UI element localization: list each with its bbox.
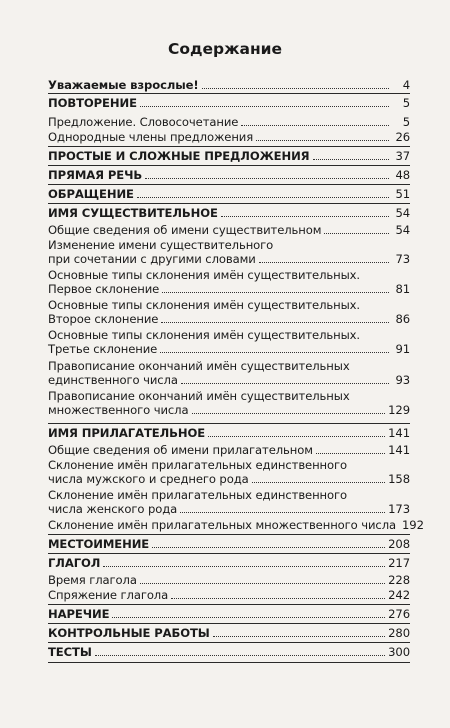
- toc-entry-title: ПРЯМАЯ РЕЧЬ: [48, 168, 143, 182]
- section-divider: [48, 146, 410, 147]
- toc-page-number: 242: [388, 588, 410, 602]
- section-divider: [48, 604, 410, 605]
- toc-page-number: 51: [395, 187, 410, 201]
- toc-page-number: 129: [388, 403, 410, 417]
- section-divider: [48, 534, 410, 535]
- toc-section-entry: [48, 556, 410, 570]
- toc-page-number: 37: [395, 149, 410, 163]
- toc-entry-title: Предложение. Словосочетание: [48, 115, 239, 129]
- toc-subsection-entry: [48, 488, 410, 516]
- toc-entry-title: Спряжение глагола: [48, 588, 169, 602]
- toc-subsection-entry: [48, 223, 410, 237]
- toc-section-entry: [48, 607, 410, 621]
- toc-section-entry: [48, 96, 410, 110]
- toc-section-entry: [48, 626, 410, 640]
- dot-leader: [171, 597, 385, 599]
- dot-leader: [256, 139, 389, 141]
- section-divider: [48, 623, 410, 624]
- toc-section-entry: [48, 426, 410, 440]
- dot-leader: [103, 565, 385, 567]
- toc-subsection-entry: [48, 443, 410, 457]
- dot-leader: [161, 321, 389, 323]
- toc-section-entry: [48, 537, 410, 551]
- toc-section-entry: [48, 187, 410, 201]
- toc-subsection-entry: [48, 238, 410, 266]
- toc-page-number: 26: [395, 130, 410, 144]
- dot-leader: [181, 382, 389, 384]
- toc-entry-title-line1: Основные типы склонения имён существительных.: [48, 268, 361, 282]
- dot-leader: [192, 412, 386, 414]
- dot-leader: [313, 158, 389, 160]
- toc-subsection-entry: [48, 328, 410, 356]
- toc-entry-title: ГЛАГОЛ: [48, 556, 101, 570]
- toc-entry-title-line1: Склонение имён прилагательных единственного: [48, 458, 348, 472]
- toc-subsection-entry: [48, 588, 410, 602]
- toc-page-number: 141: [388, 426, 410, 440]
- toc-page-number: 48: [395, 168, 410, 182]
- toc-page-number: 192: [402, 518, 424, 532]
- toc-page-number: 4: [402, 78, 410, 92]
- dot-leader: [259, 261, 389, 263]
- toc-entry-title-line1: Основные типы склонения имён существительных.: [48, 298, 361, 312]
- toc-entry-title: при сочетании с другими словами: [48, 252, 256, 266]
- toc-page-number: 158: [388, 472, 410, 486]
- dot-leader: [208, 435, 385, 437]
- toc-page-number: 91: [395, 342, 410, 356]
- toc-entry-title-line1: Правописание окончаний имён существительных: [48, 389, 350, 403]
- toc-page-number: 228: [388, 573, 410, 587]
- section-divider: [48, 93, 410, 94]
- toc-page-number: 86: [395, 312, 410, 326]
- toc-entry-title: Однородные члены предложения: [48, 130, 254, 144]
- toc-entry-title-line1: Правописание окончаний имён существительных: [48, 359, 350, 373]
- toc-entry-title: МЕСТОИМЕНИЕ: [48, 537, 150, 551]
- toc-subsection-entry: [48, 268, 410, 296]
- section-divider: [48, 203, 410, 204]
- toc-page-number: 73: [395, 252, 410, 266]
- toc-subsection-entry: [48, 458, 410, 486]
- section-divider: [48, 553, 410, 554]
- toc-section-entry: [48, 645, 410, 659]
- dot-leader: [241, 124, 389, 126]
- toc-page-number: 54: [395, 223, 410, 237]
- toc-page-number: 300: [388, 645, 410, 659]
- toc-entry-title: Общие сведения об имени существительном: [48, 223, 322, 237]
- toc-entry-title: Время глагола: [48, 573, 137, 587]
- toc-entry-title: Второе склонение: [48, 312, 159, 326]
- toc-entry-title: ИМЯ СУЩЕСТВИТЕЛЬНОЕ: [48, 206, 218, 220]
- toc-entry-title: единственного числа: [48, 373, 178, 387]
- toc-page-number: 81: [395, 282, 410, 296]
- toc-section-entry: [48, 206, 410, 220]
- toc-entry-title: Уважаемые взрослые!: [48, 78, 199, 92]
- toc-entry-title: Склонение имён прилагательных множественного числа: [48, 518, 397, 532]
- dot-leader: [152, 546, 385, 548]
- toc-entry-title-line1: Склонение имён прилагательных единственного: [48, 488, 348, 502]
- toc-entry-title: ПРОСТЫЕ И СЛОЖНЫЕ ПРЕДЛОЖЕНИЯ: [48, 149, 310, 163]
- toc-entry-title: множественного числа: [48, 403, 189, 417]
- toc-section-entry: [48, 78, 410, 92]
- section-divider: [48, 423, 410, 424]
- toc-subsection-entry: [48, 115, 410, 129]
- toc-entry-title: ТЕСТЫ: [48, 645, 92, 659]
- dot-leader: [252, 481, 386, 483]
- toc-page-number: 5: [402, 96, 410, 110]
- dot-leader: [160, 351, 389, 353]
- section-divider: [48, 662, 410, 663]
- toc-page-number: 276: [388, 607, 410, 621]
- dot-leader: [112, 616, 385, 618]
- toc-section-entry: [48, 168, 410, 182]
- dot-leader: [145, 177, 389, 179]
- toc-section-entry: [48, 149, 410, 163]
- toc-subsection-entry: [48, 298, 410, 326]
- toc-page-number: 5: [402, 115, 410, 129]
- toc-subsection-entry: [48, 573, 410, 587]
- section-divider: [48, 165, 410, 166]
- toc-page-number: 280: [388, 626, 410, 640]
- dot-leader: [95, 654, 385, 656]
- dot-leader: [202, 87, 389, 89]
- toc-page-number: 217: [388, 556, 410, 570]
- section-divider: [48, 642, 410, 643]
- toc-subsection-entry: [48, 518, 424, 532]
- dot-leader: [213, 635, 385, 637]
- toc-entry-title: НАРЕЧИЕ: [48, 607, 110, 621]
- toc-entry-title: Общие сведения об имени прилагательном: [48, 443, 313, 457]
- toc-subsection-entry: [48, 130, 410, 144]
- toc-entry-title: числа женского рода: [48, 502, 178, 516]
- toc-page-number: 208: [388, 537, 410, 551]
- dot-leader: [140, 582, 385, 584]
- toc-page-number: 54: [395, 206, 410, 220]
- dot-leader: [324, 232, 389, 234]
- toc-entry-title: КОНТРОЛЬНЫЕ РАБОТЫ: [48, 626, 210, 640]
- toc-page-number: 93: [395, 373, 410, 387]
- toc-entry-title-line1: Изменение имени существительного: [48, 238, 274, 252]
- toc-subsection-entry: [48, 389, 410, 417]
- dot-leader: [316, 452, 385, 454]
- dot-leader: [180, 511, 385, 513]
- toc-entry-title: Третье склонение: [48, 342, 158, 356]
- toc-page-number: 173: [388, 502, 410, 516]
- toc-entry-title: числа мужского и среднего рода: [48, 472, 249, 486]
- dot-leader: [221, 215, 389, 217]
- toc-entry-title: ПОВТОРЕНИЕ: [48, 96, 137, 110]
- toc-entry-title: ИМЯ ПРИЛАГАТЕЛЬНОЕ: [48, 426, 206, 440]
- toc-subsection-entry: [48, 359, 410, 387]
- dot-leader: [162, 291, 389, 293]
- toc-entry-title: ОБРАЩЕНИЕ: [48, 187, 134, 201]
- dot-leader: [137, 196, 389, 198]
- dot-leader: [140, 105, 389, 107]
- page-title: Содержание: [167, 40, 283, 58]
- section-divider: [48, 184, 410, 185]
- toc-page-number: 141: [388, 443, 410, 457]
- toc-entry-title-line1: Основные типы склонения имён существительных.: [48, 328, 361, 342]
- toc-entry-title: Первое склонение: [48, 282, 160, 296]
